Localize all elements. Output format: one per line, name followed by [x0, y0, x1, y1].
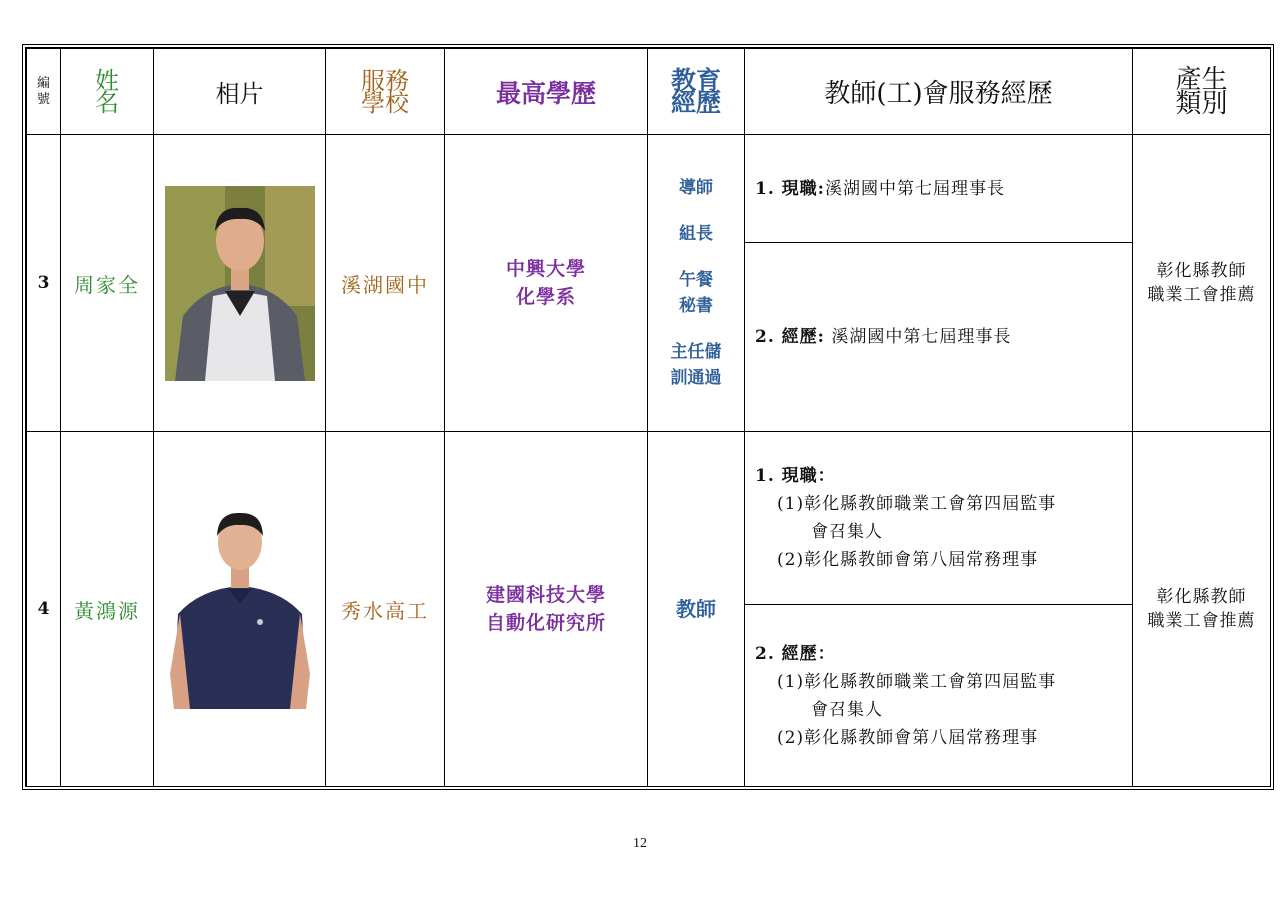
header-no: 編 號	[27, 49, 61, 135]
header-union-service: 教師(工)會服務經歷	[745, 49, 1133, 135]
photo-cell	[154, 135, 326, 432]
header-experience: 教育 經歷	[648, 49, 745, 135]
member-table-frame	[22, 44, 1274, 790]
past-position: 2. 經歷： (1)彰化縣教師職業工會第四屆監事 會召集人 (2)彰化縣教師會第八屆常務理事	[745, 604, 1132, 786]
header-education: 最高學歷	[445, 49, 648, 135]
highest-education: 中興大學 化學系	[445, 135, 648, 432]
row-number: 3	[27, 135, 61, 432]
nomination-type: 彰化縣教師 職業工會推薦	[1133, 135, 1271, 432]
highest-education: 建國科技大學 自動化研究所	[445, 432, 648, 787]
page-number: 12	[633, 836, 647, 851]
header-type: 產生 類別	[1133, 49, 1271, 135]
past-position: 2. 經歷: 溪湖國中第七屆理事長	[745, 242, 1132, 431]
photo-cell	[154, 432, 326, 787]
service-school: 秀水高工	[326, 432, 445, 787]
table-row	[27, 432, 1271, 787]
nomination-type: 彰化縣教師 職業工會推薦	[1133, 432, 1271, 787]
member-name: 周家全	[61, 135, 154, 432]
table-row	[27, 135, 1271, 432]
current-position: 1. 現職:溪湖國中第七屆理事長	[755, 178, 1005, 199]
header-name: 姓 名	[61, 49, 154, 135]
service-school: 溪湖國中	[326, 135, 445, 432]
member-photo	[165, 186, 315, 381]
member-photo	[170, 504, 310, 714]
header-school: 服務 學校	[326, 49, 445, 135]
union-service	[745, 135, 1133, 432]
education-experience: 導師 組長 午餐 秘書 主任儲 訓通過	[648, 135, 745, 432]
member-table	[26, 48, 1271, 787]
education-experience: 教師	[648, 432, 745, 787]
row-number: 4	[27, 432, 61, 787]
member-name: 黃鴻源	[61, 432, 154, 787]
header-photo: 相片	[154, 49, 326, 135]
header-row	[27, 49, 1271, 135]
current-position: 1. 現職： (1)彰化縣教師職業工會第四屆監事 會召集人 (2)彰化縣教師會第八屆常務理事	[755, 466, 1057, 570]
union-service	[745, 432, 1133, 787]
